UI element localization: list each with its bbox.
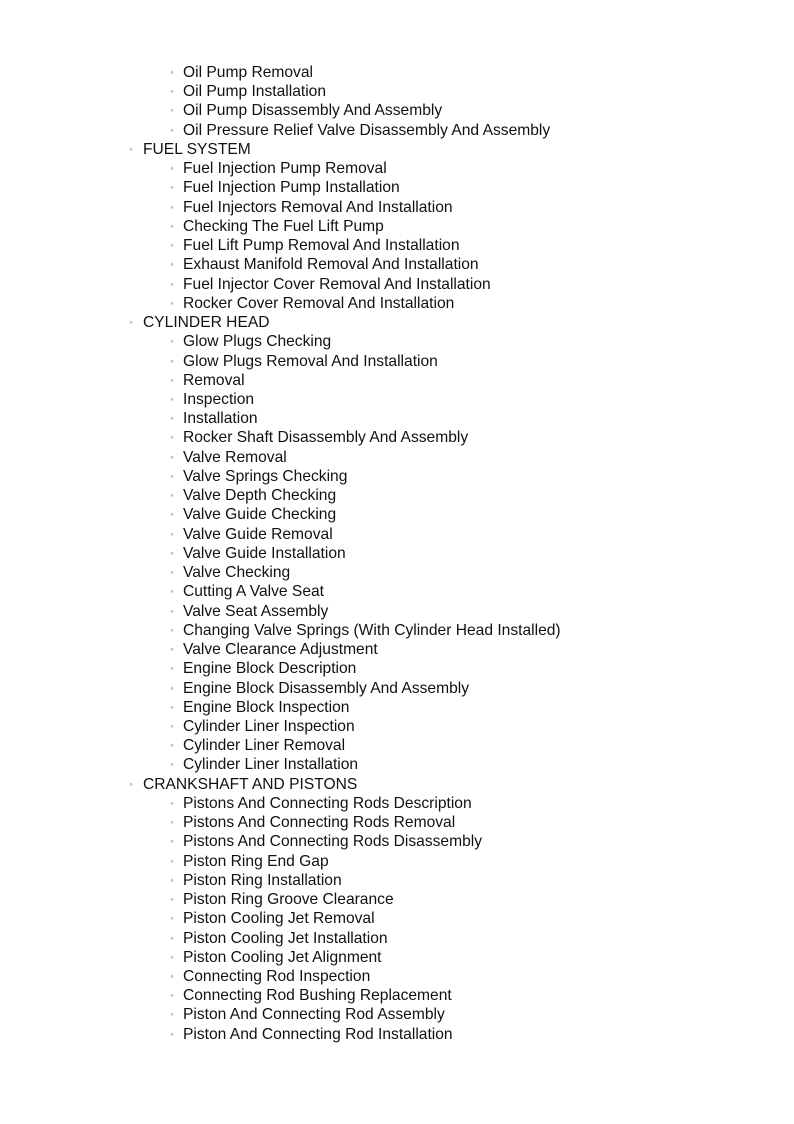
subsection-label: Inspection [183, 390, 255, 408]
subsection-item [0, 698, 794, 717]
subsection-label: Valve Clearance Adjustment [183, 641, 378, 659]
bullet-icon: ◦ [170, 451, 174, 462]
bullet-icon: ◦ [170, 278, 174, 289]
subsection-label: Valve Seat Assembly [183, 602, 329, 620]
bullet-icon: ◦ [170, 259, 174, 270]
bullet-icon: ◦ [170, 990, 174, 1001]
subsection-item [0, 409, 794, 428]
bullet-icon: ◦ [170, 701, 174, 712]
bullet-icon: ◦ [170, 220, 174, 231]
bullet-icon: ◦ [170, 951, 174, 962]
subsection-label: Fuel Lift Pump Removal And Installation [183, 237, 460, 255]
subsection-item [0, 101, 794, 120]
subsection-label: Fuel Injection Pump Removal [183, 160, 387, 178]
bullet-icon: ◦ [170, 663, 174, 674]
bullet-icon: ◦ [170, 740, 174, 751]
subsection-item [0, 582, 794, 601]
subsection-label: Rocker Shaft Disassembly And Assembly [183, 429, 469, 447]
section-heading-item [0, 775, 794, 794]
subsection-label: Oil Pump Disassembly And Assembly [183, 102, 443, 120]
subsection-item [0, 794, 794, 813]
bullet-icon: ◦ [170, 413, 174, 424]
bullet-icon: ◦ [170, 817, 174, 828]
subsection-item [0, 986, 794, 1005]
subsection-label: Cylinder Liner Inspection [183, 717, 355, 735]
subsection-item [0, 294, 794, 313]
subsection-label: Pistons And Connecting Rods Description [183, 794, 472, 812]
bullet-icon: ◦ [170, 567, 174, 578]
subsection-item [0, 736, 794, 755]
subsection-label: Piston And Connecting Rod Installation [183, 1025, 453, 1043]
subsection-item [0, 602, 794, 621]
bullet-icon: ◦ [170, 971, 174, 982]
bullet-icon: ◦ [170, 67, 174, 77]
section-heading-item [0, 140, 794, 159]
subsection-item [0, 352, 794, 371]
bullet-icon: ◦ [170, 336, 174, 347]
subsection-item [0, 371, 794, 390]
subsection-label: Cylinder Liner Installation [183, 756, 359, 774]
bullet-icon: ◦ [170, 605, 174, 616]
subsection-item [0, 563, 794, 582]
bullet-icon: ◦ [170, 86, 174, 97]
bullet-icon: ◦ [170, 432, 174, 443]
subsection-item [0, 448, 794, 467]
subsection-item [0, 428, 794, 447]
bullet-icon: ◦ [170, 240, 174, 251]
subsection-item [0, 178, 794, 197]
bullet-icon: ◦ [170, 355, 174, 366]
subsection-label: Exhaust Manifold Removal And Installation [183, 256, 479, 274]
subsection-item [0, 679, 794, 698]
subsection-label: Cylinder Liner Removal [183, 737, 346, 755]
section-heading-label: FUEL SYSTEM [143, 140, 251, 158]
subsection-item [0, 544, 794, 563]
bullet-icon: ◦ [170, 105, 174, 116]
subsection-label: Engine Block Disassembly And Assembly [183, 679, 470, 697]
subsection-label: Piston Cooling Jet Installation [183, 929, 388, 947]
bullet-icon: ◦ [170, 1009, 174, 1020]
bullet-icon: ◦ [170, 586, 174, 597]
bullet-icon: ◦ [170, 759, 174, 770]
subsection-item [0, 525, 794, 544]
bullet-icon: ◦ [170, 682, 174, 693]
subsection-item [0, 967, 794, 986]
bullet-icon: ◦ [170, 874, 174, 885]
subsection-label: Connecting Rod Inspection [183, 968, 371, 986]
subsection-item [0, 159, 794, 178]
subsection-item [0, 948, 794, 967]
bullet-icon: ◦ [170, 490, 174, 501]
subsection-item [0, 852, 794, 871]
document-outline [0, 63, 794, 1044]
subsection-item [0, 871, 794, 890]
subsection-label: Glow Plugs Removal And Installation [183, 352, 438, 370]
subsection-label: Fuel Injection Pump Installation [183, 179, 400, 197]
subsection-label: Piston Ring End Gap [183, 852, 329, 870]
subsection-label: Installation [183, 410, 258, 428]
bullet-icon: ◦ [129, 317, 133, 328]
bullet-icon: ◦ [170, 644, 174, 655]
bullet-icon: ◦ [170, 855, 174, 866]
subsection-item [0, 275, 794, 294]
subsection-label: Rocker Cover Removal And Installation [183, 294, 455, 312]
subsection-item [0, 505, 794, 524]
subsection-item [0, 1025, 794, 1044]
subsection-item [0, 929, 794, 948]
subsection-label: Fuel Injectors Removal And Installation [183, 198, 453, 216]
bullet-icon: ◦ [170, 124, 174, 135]
subsection-item [0, 467, 794, 486]
subsection-label: Valve Guide Checking [183, 506, 337, 524]
subsection-item [0, 332, 794, 351]
subsection-label: Pistons And Connecting Rods Disassembly [183, 833, 483, 851]
bullet-icon: ◦ [170, 509, 174, 520]
subsection-label: Piston Ring Groove Clearance [183, 891, 394, 909]
bullet-icon: ◦ [170, 894, 174, 905]
subsection-item [0, 121, 794, 140]
subsection-label: Piston Cooling Jet Alignment [183, 948, 382, 966]
subsection-label: Changing Valve Springs (With Cylinder Head Installed) [183, 621, 561, 639]
subsection-label: Valve Springs Checking [183, 467, 348, 485]
subsection-label: Engine Block Description [183, 660, 357, 678]
subsection-item [0, 255, 794, 274]
subsection-item [0, 832, 794, 851]
section-heading-label: CRANKSHAFT AND PISTONS [143, 775, 358, 793]
bullet-icon: ◦ [170, 201, 174, 212]
bullet-icon: ◦ [170, 393, 174, 404]
bullet-icon: ◦ [129, 143, 133, 154]
subsection-item [0, 198, 794, 217]
bullet-icon: ◦ [170, 913, 174, 924]
subsection-label: Valve Checking [183, 564, 291, 582]
subsection-label: Piston Ring Installation [183, 871, 342, 889]
subsection-label: Valve Guide Removal [183, 525, 333, 543]
section-heading-label: CYLINDER HEAD [143, 314, 270, 332]
bullet-icon: ◦ [170, 797, 174, 808]
subsection-label: Piston And Connecting Rod Assembly [183, 1006, 445, 1024]
subsection-label: Fuel Injector Cover Removal And Installation [183, 275, 491, 293]
bullet-icon: ◦ [170, 163, 174, 174]
subsection-item [0, 63, 794, 82]
subsection-item [0, 909, 794, 928]
bullet-icon: ◦ [170, 720, 174, 731]
bullet-icon: ◦ [170, 836, 174, 847]
subsection-item [0, 1005, 794, 1024]
subsection-label: Cutting A Valve Seat [183, 583, 325, 601]
subsection-label: Valve Removal [183, 448, 287, 466]
bullet-icon: ◦ [170, 297, 174, 308]
subsection-label: Oil Pump Installation [183, 83, 327, 101]
subsection-item [0, 390, 794, 409]
subsection-label: Valve Guide Installation [183, 544, 346, 562]
subsection-item [0, 621, 794, 640]
bullet-icon: ◦ [170, 624, 174, 635]
subsection-label: Engine Block Inspection [183, 698, 350, 716]
bullet-icon: ◦ [170, 932, 174, 943]
subsection-label: Checking The Fuel Lift Pump [183, 217, 384, 235]
bullet-icon: ◦ [170, 470, 174, 481]
subsection-item [0, 755, 794, 774]
bullet-icon: ◦ [170, 528, 174, 539]
bullet-icon: ◦ [170, 1028, 174, 1039]
subsection-label: Valve Depth Checking [183, 487, 337, 505]
bullet-icon: ◦ [170, 547, 174, 558]
subsection-item [0, 890, 794, 909]
subsection-item [0, 717, 794, 736]
bullet-icon: ◦ [170, 182, 174, 193]
subsection-label: Connecting Rod Bushing Replacement [183, 987, 452, 1005]
subsection-label: Removal [183, 371, 245, 389]
subsection-item [0, 486, 794, 505]
subsection-item [0, 82, 794, 101]
subsection-label: Oil Pump Removal [183, 64, 313, 81]
subsection-item [0, 813, 794, 832]
subsection-label: Oil Pressure Relief Valve Disassembly And Assembly [183, 121, 551, 139]
subsection-item [0, 659, 794, 678]
subsection-label: Glow Plugs Checking [183, 333, 332, 351]
subsection-label: Pistons And Connecting Rods Removal [183, 814, 456, 832]
subsection-item [0, 640, 794, 659]
subsection-item [0, 236, 794, 255]
subsection-label: Piston Cooling Jet Removal [183, 910, 375, 928]
bullet-icon: ◦ [129, 778, 133, 789]
section-heading-item [0, 313, 794, 332]
bullet-icon: ◦ [170, 374, 174, 385]
subsection-item [0, 217, 794, 236]
